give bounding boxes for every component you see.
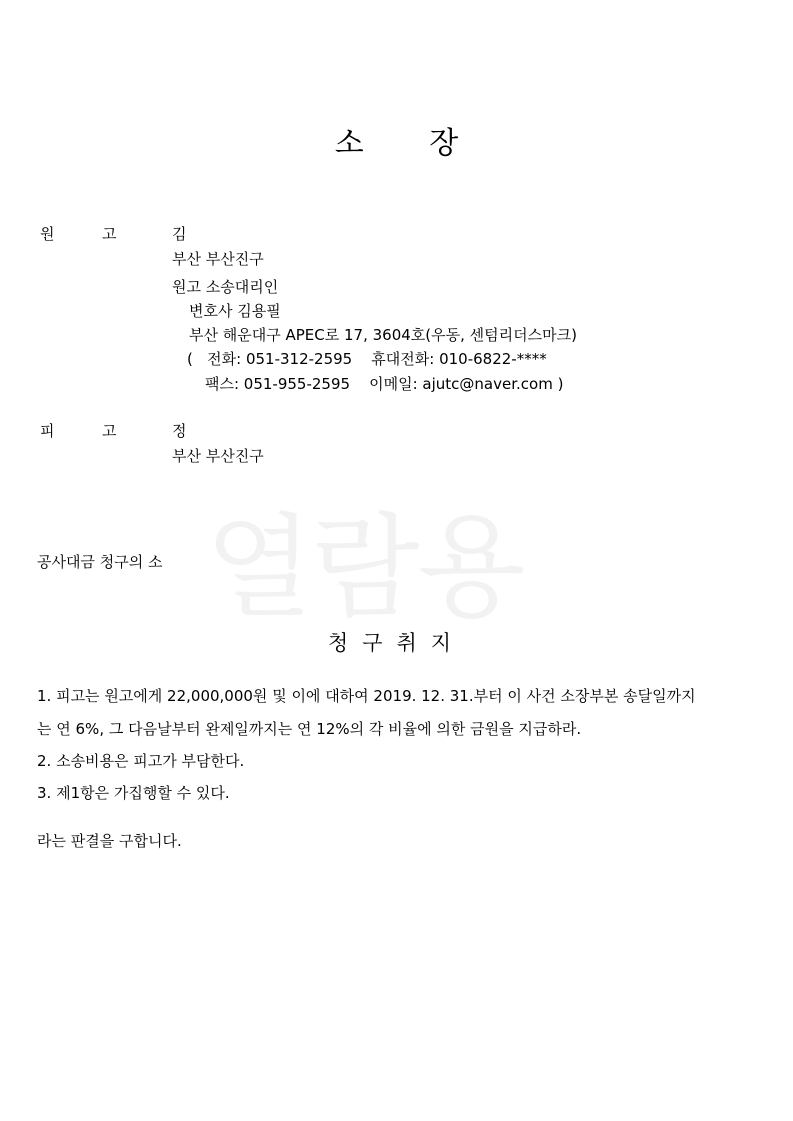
defendant-label-char-2: 고 xyxy=(102,422,117,440)
defendant-name: 정 xyxy=(172,422,187,440)
plaintiff-label-char-2: 고 xyxy=(102,225,117,243)
claim-item-1-line-1: 1. 피고는 원고에게 22,000,000원 및 이에 대하여 2019. 12. 31.부터 이 사건 소장부본 송달일까지 xyxy=(37,687,696,705)
lawyer-contact-line-1: ( 전화: 051-312-2595 휴대전화: 010-6822-**** xyxy=(187,350,547,368)
plaintiff-name: 김 xyxy=(172,225,187,243)
lawyer-address: 부산 해운대구 APEC로 17, 3604호(우동, 센텀리더스마크) xyxy=(189,326,577,344)
claim-item-3: 3. 제1항은 가집행할 수 있다. xyxy=(37,784,230,802)
document-title: 소 장 xyxy=(334,126,459,161)
lawyer-name: 변호사 김용필 xyxy=(189,302,281,320)
claim-section-title: 청구취지 xyxy=(327,631,466,655)
claim-item-2: 2. 소송비용은 피고가 부담한다. xyxy=(37,752,245,770)
claim-item-1-line-2: 는 연 6%, 그 다음날부터 완제일까지는 연 12%의 각 비율에 의한 금원을 지급하라. xyxy=(37,720,582,738)
lawyer-contact-line-2: 팩스: 051-955-2595 이메일: ajutc@naver.com ) xyxy=(205,375,564,393)
plaintiff-label-char-1: 원 xyxy=(40,225,55,243)
defendant-address: 부산 부산진구 xyxy=(172,447,264,465)
watermark-text: 열람용 xyxy=(205,503,524,633)
counsel-heading: 원고 소송대리인 xyxy=(172,278,279,296)
defendant-label-char-1: 피 xyxy=(40,422,55,440)
closing-statement: 라는 판결을 구합니다. xyxy=(37,832,182,850)
case-name: 공사대금 청구의 소 xyxy=(37,553,163,571)
plaintiff-address: 부산 부산진구 xyxy=(172,250,264,268)
